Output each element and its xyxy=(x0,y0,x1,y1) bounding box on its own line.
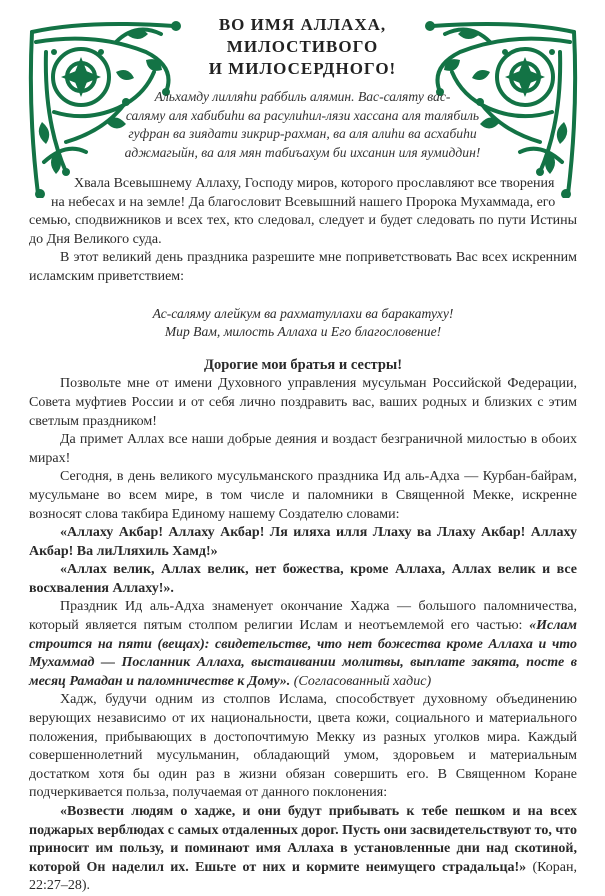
intro-line-2: на небесах и на земле! Да благословит Всевышний нашего Пророка Мухаммада, его xyxy=(51,194,556,210)
paragraph-hajj-unity: Хадж, будучи одним из столпов Ислама, способствует духовному объединению верующих независимо от их национальности, цвета кожи, социального и материального положения, прибывающих в достопочтимую Мекку из разных уголков мира. Каждый совершеннолетний мусульманин, обладающий умом, здоровьем и материальным достатком хотя бы один раз в жизни обязан совершить его. В Священном Коране подчеркивается польза, получаемая от данного поклонения: xyxy=(29,692,577,801)
dua-line-4: аджмагыйн, ва аля мян табиъахум би ихсанин иля яумиддин! xyxy=(124,144,481,160)
paragraph-blessing: Да примет Аллах все наши добрые деяния и воздаст безграничной милостью в обоих мирах! xyxy=(29,432,577,466)
takbir-russian: «Аллах велик, Аллах велик, нет божества, кроме Аллаха, Аллах велик и все восхваления Аллаху!». xyxy=(29,562,577,596)
quran-reference: (Коран, 22:27–28). xyxy=(29,859,577,894)
islamic-greeting xyxy=(29,305,577,342)
hadith-source: (Согласованный хадис) xyxy=(290,673,432,689)
dua-line-2: саляму аля хабибиhи ва расулиhил-лязи хассана аля талябиль xyxy=(125,107,480,123)
hajj-text: Праздник Ид аль-Адха знаменует окончание Хаджа — большого паломничества, который является пятым столпом религии Ислам и неотъемлемой его частью: xyxy=(29,599,577,634)
intro-paragraph-1 xyxy=(29,175,577,249)
takbir-arabic: «Аллаху Акбар! Аллаху Акбар! Ля иляха илля Ллаху ва Ллаху Акбар! Аллаху Акбар! Ва лиЛляхиль Хамд!» xyxy=(29,525,577,559)
paragraph-eid: Сегодня, в день великого мусульманского праздника Ид аль-Адха — Курбан-байрам, мусульмане во всем мире, в том числе и паломники в Священной Мекке, искренне возносят слова такбира Единому нашему Создателю словами: xyxy=(29,469,577,522)
greeting-russian: Мир Вам, милость Аллаха и Его благословение! xyxy=(164,324,442,340)
section-heading: Дорогие мои братья и сестры! xyxy=(203,356,403,373)
intro-paragraph-2: В этот великий день праздника разрешите мне поприветствовать Вас всех искренним исламским приветствием: xyxy=(29,250,577,284)
paragraph-quran xyxy=(29,803,577,896)
title-line-2: МИЛОСТИВОГО xyxy=(226,37,379,56)
intro-rest: семью, сподвижников и всех тех, кто следовал, следует и будет следовать по пути Истины до Дня Великого суда. xyxy=(29,213,577,247)
opening-dua xyxy=(110,88,495,162)
paragraph-congratulation: Позвольте мне от имени Духовного управления мусульман Российской Федерации, Совета муфтиев России и от себя лично поздравить вас, ваших родных и близких с этим светлым праздником! xyxy=(29,376,577,429)
dua-line-1: Альхамду лилляhи раббиль алямин. Вас-саляту вас- xyxy=(154,89,451,104)
dua-line-3: гуфран ва зиядати зикрир-рахман, ва аля алиhи ва асхабиhи xyxy=(128,126,477,141)
paragraph-hajj xyxy=(29,598,577,691)
title-line-3: И МИЛОСЕРДНОГО! xyxy=(208,59,397,78)
greeting-arabic: Ас-саляму алейкум ва рахматуллахи ва баракатуху! xyxy=(152,305,454,321)
intro-line-1: Хвала Всевышнему Аллаху, Господу миров, которого прославляют все творения xyxy=(74,176,555,191)
quran-quote: «Возвести людям о хадже, и они будут прибывать к тебе пешком и на всех поджарых верблюдах с самых отдаленных дорог. Пусть они засвидетельствуют то, что приносит им пользу, и поминают имя Аллаха в установленные дни над скотиной, которой Он наделил их. Ешьте от них и кормите неимущего страдальца!» xyxy=(29,804,577,875)
title-line-1: ВО ИМЯ АЛЛАХА, xyxy=(218,15,387,34)
page-title xyxy=(0,14,605,80)
letter-body xyxy=(29,175,577,896)
hadith-quote: «Ислам строится на пяти (вещах): свидетельстве, что нет божества кроме Аллаха и что Мухаммад — Посланник Аллаха, выстаивании молитвы, выплате закята, посте в месяц Рамадан и паломничестве к Дому». xyxy=(29,618,577,689)
